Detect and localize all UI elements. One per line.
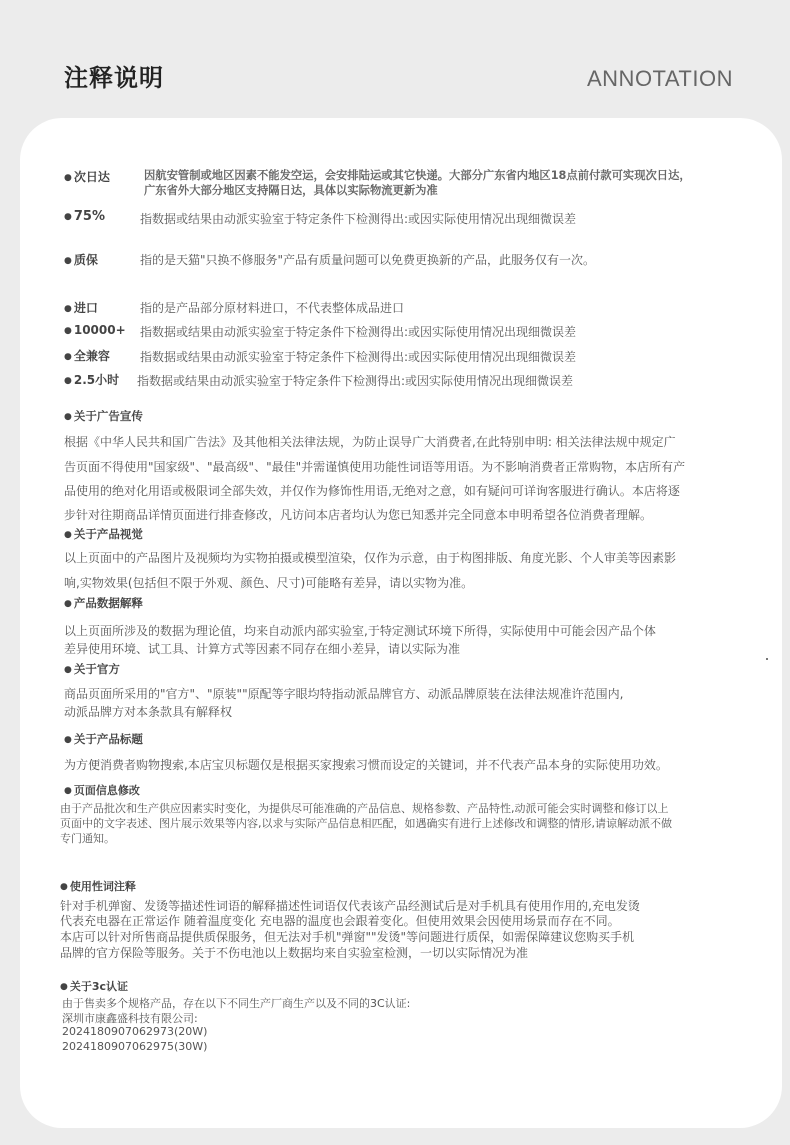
- bullet-icon: ●: [64, 376, 72, 386]
- term-desc: 指数据或结果由动派实验室于特定条件下检测得出:或因实际使用情况出现细微误差: [140, 212, 577, 226]
- section-title: ● 关于产品视觉: [64, 527, 143, 541]
- bullet-icon: ●: [64, 212, 72, 222]
- section-title: ● 关于官方: [64, 662, 120, 676]
- bullet-icon: ●: [64, 412, 72, 422]
- section-text: 由于产品批次和生产供应因素实时变化，为提供尽可能准确的产品信息、规格参数、产品特性,动派可能会实时调整和修订以上: [60, 802, 669, 815]
- term-desc: 指数据或结果由动派实验室于特定条件下检测得出:或因实际使用情况出现细微误差: [137, 374, 574, 388]
- term-desc: 指的是天猫"只换不修服务"产品有质量问题可以免费更换新的产品，此服务仅有一次。: [140, 253, 596, 267]
- edge-mark: [766, 658, 768, 660]
- bullet-icon: ●: [64, 173, 72, 183]
- section-text: 响,实物效果(包括但不限于外观、颜色、尺寸)可能略有差异，请以实物为准。: [64, 576, 474, 590]
- section-title: ● 关于产品标题: [64, 732, 143, 746]
- section-text: 专门通知。: [60, 832, 115, 845]
- bullet-icon: ●: [64, 304, 72, 314]
- term-desc: 指数据或结果由动派实验室于特定条件下检测得出:或因实际使用情况出现细微误差: [140, 350, 577, 364]
- section-text: 2024180907062973(20W): [62, 1025, 208, 1038]
- bullet-icon: ●: [64, 256, 72, 266]
- term-label: ● 全兼容: [64, 349, 110, 363]
- section-title: ● 产品数据解释: [64, 596, 143, 610]
- term-label: ● 次日达: [64, 170, 110, 184]
- term-label: ● 进口: [64, 301, 98, 315]
- bullet-icon: ●: [64, 326, 72, 336]
- section-title: ● 关于广告宣传: [64, 409, 143, 423]
- section-text: 为方便消费者购物搜索,本店宝贝标题仅是根据买家搜索习惯而设定的关键词，并不代表产品本身的实际使用功效。: [64, 758, 668, 772]
- section-text: 针对手机弹窗、发烫等描述性词语的解释描述性词语仅代表该产品经测试后是对手机具有使用作用的,充电发烫: [60, 899, 640, 913]
- section-title: ● 页面信息修改: [64, 784, 140, 797]
- bullet-icon: ●: [64, 530, 72, 540]
- bullet-icon: ●: [64, 352, 72, 362]
- term-desc: 广东省外大部分地区支持隔日达，具体以实际物流更新为准: [144, 184, 438, 197]
- bullet-icon: ●: [64, 665, 72, 675]
- term-desc: 指的是产品部分原材料进口，不代表整体成品进口: [140, 301, 405, 315]
- term-label: ● 75%: [64, 209, 105, 224]
- term-desc: 因航安管制或地区因素不能发空运，会安排陆运或其它快递。大部分广东省内地区18点前付款可实现次日达，: [144, 169, 691, 182]
- section-text: 差异使用环境、试工具、计算方式等因素不同存在细小差异，请以实际为准: [64, 642, 461, 656]
- term-label: ● 2.5小时: [64, 373, 120, 387]
- section-title: ● 关于3c认证: [60, 980, 129, 993]
- section-text: 步针对往期商品详情页面进行排查修改，凡访问本店者均认为您已知悉并完全同意本申明希望各位消费者理解。: [64, 508, 653, 522]
- section-text: 以上页面中的产品图片及视频均为实物拍摄或模型渲染，仅作为示意，由于构图排版、角度光影、个人审美等因素影: [64, 551, 677, 565]
- section-text: 根据《中华人民共和国广告法》及其他相关法律法规，为防止误导广大消费者,在此特别申明: 相关法律法规中规定广: [64, 435, 676, 449]
- section-text: 告页面不得使用"国家级"、"最高级"、"最佳"并需谨慎使用功能性词语等用语。为不影响消费者正常购物，本店所有产: [64, 460, 686, 474]
- section-text: 以上页面所涉及的数据为理论值，均来自动派内部实验室,于特定测试环境下所得，实际使用中可能会因产品个体: [64, 624, 656, 638]
- section-text: 动派品牌方对本条款具有解释权: [64, 705, 233, 719]
- section-text: 2024180907062975(30W): [62, 1040, 208, 1053]
- term-label: ● 质保: [64, 253, 98, 267]
- page-subtitle: ANNOTATION: [587, 66, 733, 91]
- section-text: 本店可以针对所售商品提供质保服务，但无法对手机"弹窗""发烫"等问题进行质保，如需保障建议您购买手机: [60, 930, 635, 944]
- bullet-icon: ●: [64, 735, 72, 745]
- section-text: 代表充电器在正常运作 随着温度变化 充电器的温度也会跟着变化。但使用效果会因使用场景而存在不同。: [60, 914, 620, 928]
- bullet-icon: ●: [60, 982, 68, 992]
- section-text: 深圳市康鑫盛科技有限公司:: [62, 1012, 198, 1025]
- section-text: 页面中的文字表述、图片展示效果等内容,以求与实际产品信息相匹配，如遇确实有进行上述修改和调整的情形,请谅解动派不做: [60, 817, 672, 830]
- term-label: ● 10000+: [64, 323, 126, 337]
- section-text: 商品页面所采用的"官方"、"原装""原配等字眼均特指动派品牌官方、动派品牌原装在法律法规准许范围内,: [64, 687, 624, 701]
- bullet-icon: ●: [60, 882, 68, 892]
- section-text: 由于售卖多个规格产品，存在以下不同生产厂商生产以及不同的3C认证:: [62, 997, 411, 1010]
- section-title: ● 使用性词注释: [60, 880, 136, 893]
- section-text: 品牌的官方保险等服务。关于不伤电池以上数据均来自实验室检测，一切以实际情况为准: [60, 946, 529, 960]
- page-title: 注释说明: [64, 64, 164, 92]
- section-text: 品使用的绝对化用语或极限词全部失效，并仅作为修饰性用语,无绝对之意，如有疑问可详询客服进行确认。本店将逐: [64, 484, 680, 498]
- bullet-icon: ●: [64, 599, 72, 609]
- bullet-icon: ●: [64, 786, 72, 796]
- term-desc: 指数据或结果由动派实验室于特定条件下检测得出:或因实际使用情况出现细微误差: [140, 325, 577, 339]
